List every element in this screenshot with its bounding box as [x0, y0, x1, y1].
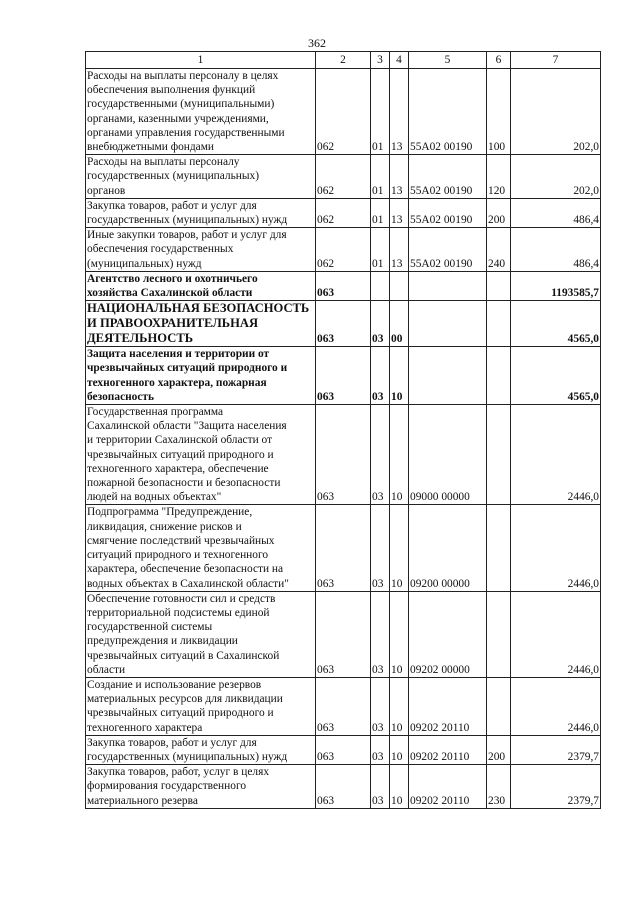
- row-ved-code: 063: [316, 347, 371, 405]
- row-amount: 2446,0: [511, 677, 601, 735]
- row-amount: 486,4: [511, 198, 601, 227]
- row-subsection-code: 10: [390, 347, 409, 405]
- row-section-code: 03: [371, 347, 390, 405]
- header-col-2: 2: [316, 52, 371, 69]
- row-name: Расходы на выплаты персоналу в целях обеспечения выполнения функций государственными (муниципальными) органами, казенными учреждениями, органами управления государственными внебюджетными фондами: [86, 69, 316, 155]
- row-expense-type: 120: [487, 155, 511, 199]
- row-subsection-code: 10: [390, 505, 409, 591]
- header-col-7: 7: [511, 52, 601, 69]
- row-ved-code: 063: [316, 677, 371, 735]
- row-section-code: 01: [371, 198, 390, 227]
- table-row: [86, 405, 601, 505]
- row-subsection-code: [390, 271, 409, 300]
- row-subsection-code: 13: [390, 228, 409, 272]
- row-section-code: 01: [371, 155, 390, 199]
- row-amount: 2379,7: [511, 735, 601, 764]
- row-amount: 4565,0: [511, 301, 601, 347]
- table-row: [86, 198, 601, 227]
- header-col-4: 4: [390, 52, 409, 69]
- row-target-article: 55А02 00190: [409, 155, 487, 199]
- row-target-article: 55А02 00190: [409, 69, 487, 155]
- row-ved-code: 062: [316, 69, 371, 155]
- table-row: [86, 155, 601, 199]
- row-section-code: 01: [371, 228, 390, 272]
- row-target-article: [409, 347, 487, 405]
- row-target-article: 09202 20110: [409, 765, 487, 809]
- row-subsection-code: 10: [390, 677, 409, 735]
- table-row: [86, 69, 601, 155]
- row-ved-code: 063: [316, 405, 371, 505]
- table-row: [86, 591, 601, 677]
- row-target-article: 09202 20110: [409, 735, 487, 764]
- row-target-article: 55А02 00190: [409, 228, 487, 272]
- row-amount: 2379,7: [511, 765, 601, 809]
- table-row: [86, 505, 601, 591]
- row-subsection-code: 13: [390, 69, 409, 155]
- row-amount: 2446,0: [511, 505, 601, 591]
- header-col-1: 1: [86, 52, 316, 69]
- table-row: [86, 735, 601, 764]
- row-ved-code: 062: [316, 228, 371, 272]
- row-expense-type: [487, 405, 511, 505]
- row-amount: 202,0: [511, 69, 601, 155]
- row-section-code: 03: [371, 765, 390, 809]
- row-name: Иные закупки товаров, работ и услуг для обеспечения государственных (муниципальных) нужд: [86, 228, 316, 272]
- table-row: [86, 301, 601, 347]
- row-section-code: 01: [371, 69, 390, 155]
- row-ved-code: 063: [316, 735, 371, 764]
- row-name: Расходы на выплаты персоналу государственных (муниципальных) органов: [86, 155, 316, 199]
- table-row: [86, 677, 601, 735]
- row-section-code: 03: [371, 735, 390, 764]
- row-target-article: 09202 20110: [409, 677, 487, 735]
- row-section-code: 03: [371, 591, 390, 677]
- header-col-3: 3: [371, 52, 390, 69]
- table-row: [86, 347, 601, 405]
- row-amount: 486,4: [511, 228, 601, 272]
- row-name: НАЦИОНАЛЬНАЯ БЕЗОПАСНОСТЬ И ПРАВООХРАНИТЕЛЬНАЯ ДЕЯТЕЛЬНОСТЬ: [86, 301, 316, 347]
- row-name: Обеспечение готовности сил и средств территориальной подсистемы единой государственной системы предупреждения и ликвидации чрезвычайных ситуаций в Сахалинской области: [86, 591, 316, 677]
- row-name: Создание и использование резервов материальных ресурсов для ликвидации чрезвычайных ситуаций природного и техногенного характера: [86, 677, 316, 735]
- row-expense-type: [487, 677, 511, 735]
- row-target-article: 55А02 00190: [409, 198, 487, 227]
- row-ved-code: 063: [316, 301, 371, 347]
- row-name: Государственная программа Сахалинской области "Защита населения и территории Сахалинской области от чрезвычайных ситуаций природного и техногенного характера, обеспечение пожарной безопасности и безопасности людей на водных объектах": [86, 405, 316, 505]
- row-subsection-code: 10: [390, 765, 409, 809]
- table-row: [86, 765, 601, 809]
- row-expense-type: [487, 271, 511, 300]
- row-ved-code: 063: [316, 505, 371, 591]
- row-name: Закупка товаров, работ, услуг в целях формирования государственного материального резерва: [86, 765, 316, 809]
- row-expense-type: 230: [487, 765, 511, 809]
- row-subsection-code: 13: [390, 155, 409, 199]
- row-expense-type: [487, 591, 511, 677]
- row-target-article: 09202 00000: [409, 591, 487, 677]
- row-section-code: [371, 271, 390, 300]
- row-name: Закупка товаров, работ и услуг для государственных (муниципальных) нужд: [86, 198, 316, 227]
- row-target-article: [409, 301, 487, 347]
- row-expense-type: 200: [487, 735, 511, 764]
- row-subsection-code: 13: [390, 198, 409, 227]
- row-subsection-code: 10: [390, 735, 409, 764]
- header-row: [86, 52, 601, 69]
- row-expense-type: 200: [487, 198, 511, 227]
- row-target-article: [409, 271, 487, 300]
- row-expense-type: [487, 301, 511, 347]
- row-amount: 4565,0: [511, 347, 601, 405]
- row-name: Подпрограмма "Предупреждение, ликвидация, снижение рисков и смягчение последствий чрезвычайных ситуаций природного и техногенного характера, обеспечение безопасности на водных объектах в Сахалинской области": [86, 505, 316, 591]
- row-expense-type: 240: [487, 228, 511, 272]
- row-subsection-code: 10: [390, 591, 409, 677]
- row-expense-type: [487, 347, 511, 405]
- row-section-code: 03: [371, 405, 390, 505]
- row-amount: 202,0: [511, 155, 601, 199]
- row-amount: 2446,0: [511, 591, 601, 677]
- row-expense-type: [487, 505, 511, 591]
- row-name: Защита населения и территории от чрезвычайных ситуаций природного и техногенного характера, пожарная безопасность: [86, 347, 316, 405]
- budget-table: [85, 51, 601, 809]
- row-section-code: 03: [371, 301, 390, 347]
- header-col-5: 5: [409, 52, 487, 69]
- row-section-code: 03: [371, 677, 390, 735]
- row-amount: 2446,0: [511, 405, 601, 505]
- row-ved-code: 062: [316, 198, 371, 227]
- row-section-code: 03: [371, 505, 390, 591]
- page-number: 362: [308, 36, 326, 50]
- header-col-6: 6: [487, 52, 511, 69]
- row-name: Закупка товаров, работ и услуг для государственных (муниципальных) нужд: [86, 735, 316, 764]
- row-name: Агентство лесного и охотничьего хозяйства Сахалинской области: [86, 271, 316, 300]
- row-amount: 1193585,7: [511, 271, 601, 300]
- row-target-article: 09000 00000: [409, 405, 487, 505]
- row-ved-code: 063: [316, 591, 371, 677]
- row-target-article: 09200 00000: [409, 505, 487, 591]
- row-ved-code: 063: [316, 765, 371, 809]
- row-ved-code: 062: [316, 155, 371, 199]
- table-row: [86, 271, 601, 300]
- row-subsection-code: 00: [390, 301, 409, 347]
- row-ved-code: 063: [316, 271, 371, 300]
- row-subsection-code: 10: [390, 405, 409, 505]
- row-expense-type: 100: [487, 69, 511, 155]
- table-row: [86, 228, 601, 272]
